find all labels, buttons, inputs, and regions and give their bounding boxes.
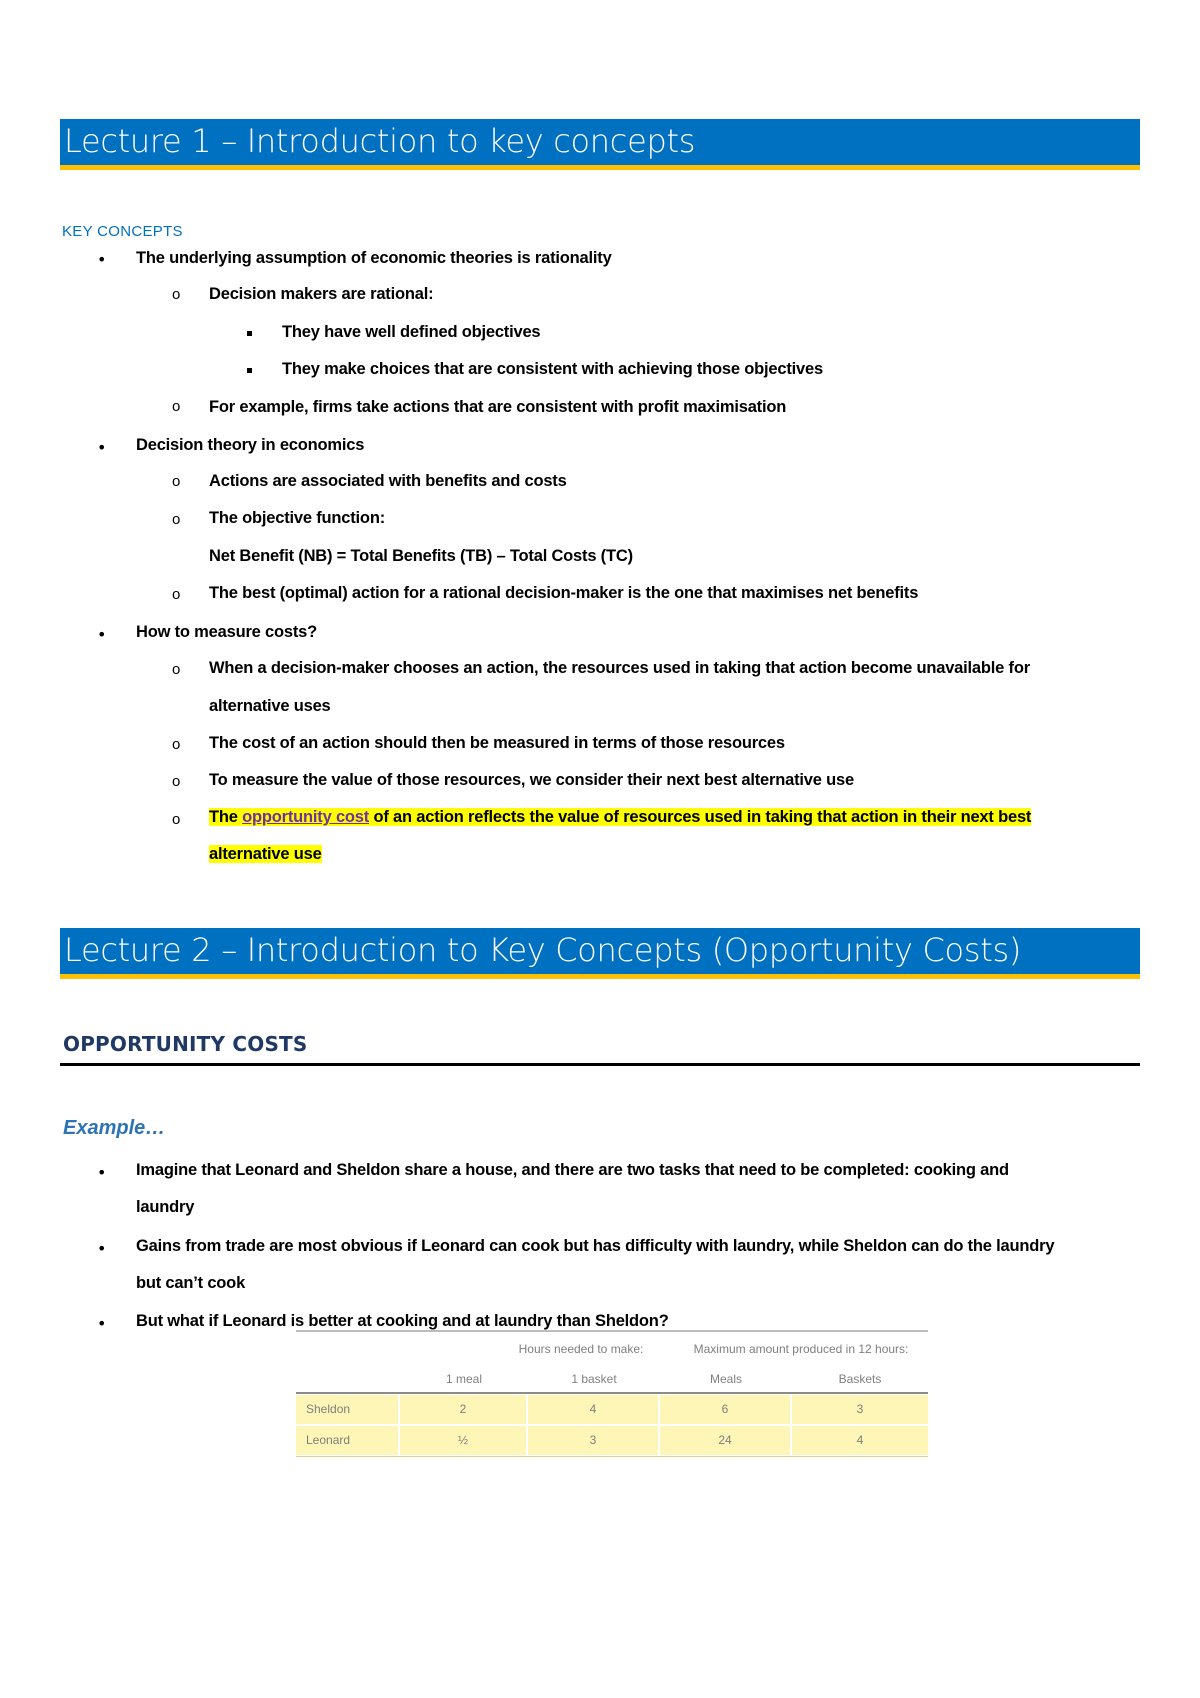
table-column-header: 1 meal [445,1372,483,1386]
lecture-2-title: Lecture 2 – Introduction to Key Concepts (Opportunity Costs) [64,931,1022,969]
list-item: When a decision-maker chooses an action, the resources used in taking that action become unavailable for [209,659,1030,677]
list-item-continuation: Net Benefit (NB) = Total Benefits (TB) – Total Costs (TC) [209,547,633,565]
example-heading: Example… [63,1117,166,1139]
lecture-1-title: Lecture 1 – Introduction to key concepts [64,122,696,160]
list-item: They make choices that are consistent with achieving those objectives [282,360,823,378]
table-top-rule [296,1330,928,1332]
table-cell: Leonard [296,1426,398,1455]
opportunity-costs-heading: OPPORTUNITY COSTS [63,1032,308,1056]
bullet-square-icon [247,331,252,336]
lecture-1-banner [60,119,1140,170]
table-cell: 4 [792,1426,928,1455]
highlight-prefix: The [209,808,243,826]
list-item: The best (optimal) action for a rational decision-maker is the one that maximises net benefits [209,584,919,602]
bullet-circle-icon: o [172,286,181,303]
table-cell: 6 [660,1395,790,1424]
list-item: Decision theory in economics [136,436,365,454]
bullet-disc-icon [97,1165,106,1181]
bullet-circle-icon: o [172,586,181,603]
list-item: But what if Leonard is better at cooking and at laundry than Sheldon? [136,1312,669,1330]
bullet-circle-icon: o [172,473,181,490]
highlight-text: of an action reflects the value of resources used in taking that action in their next best [369,808,1032,826]
list-item: They have well defined objectives [282,323,541,341]
bullet-square-icon [247,368,252,373]
list-item: How to measure costs? [136,623,318,641]
table-cell: 3 [528,1426,658,1455]
table-cell: Sheldon [296,1395,398,1424]
list-item-highlighted [209,808,1031,827]
bullet-disc-icon [97,1316,106,1332]
bullet-disc-icon [97,440,106,456]
list-item-continuation: alternative uses [209,697,331,715]
table-row [296,1426,928,1455]
list-item: Actions are associated with benefits and costs [209,472,567,490]
key-concepts-heading: KEY CONCEPTS [62,223,183,240]
bullet-circle-icon: o [172,661,181,678]
table-column-header: Meals [709,1372,742,1386]
list-item: For example, firms take actions that are consistent with profit maximisation [209,398,787,416]
list-item: The objective function: [209,509,385,527]
table-header-rule [296,1392,928,1394]
list-item: The cost of an action should then be measured in terms of those resources [209,734,785,752]
table-cell: 3 [792,1395,928,1424]
bullet-disc-icon [97,1241,106,1257]
table-cell: 4 [528,1395,658,1424]
table-row [296,1395,928,1424]
list-item: Imagine that Leonard and Sheldon share a house, and there are two tasks that need to be completed: cooking and [136,1161,1009,1179]
table-bottom-rule [296,1456,928,1457]
table-cell: ½ [400,1426,526,1455]
bullet-circle-icon: o [172,398,181,415]
list-item-continuation: but can’t cook [136,1274,246,1292]
table-group-header: Maximum amount produced in 12 hours: [693,1342,909,1356]
highlight-text: alternative use [209,845,322,863]
opportunity-cost-link[interactable]: opportunity cost [242,808,370,826]
list-item: To measure the value of those resources, we consider their next best alternative use [209,771,854,789]
list-item-continuation: laundry [136,1198,195,1216]
bullet-disc-icon [97,252,106,268]
table-group-header: Hours needed to make: [518,1342,644,1356]
bullet-circle-icon: o [172,736,181,753]
list-item: The underlying assumption of economic theories is rationality [136,249,612,267]
bullet-disc-icon [97,627,106,643]
bullet-circle-icon: o [172,773,181,790]
bullet-circle-icon: o [172,811,181,828]
list-item: Decision makers are rational: [209,285,434,303]
section-divider [60,1063,1140,1066]
lecture-2-banner [60,928,1140,979]
table-column-header: Baskets [838,1372,882,1386]
list-item-continuation [209,845,322,864]
table-cell: 24 [660,1426,790,1455]
table-column-header: 1 basket [571,1372,617,1386]
table-cell: 2 [400,1395,526,1424]
bullet-circle-icon: o [172,511,181,528]
list-item: Gains from trade are most obvious if Leonard can cook but has difficulty with laundry, while Sheldon can do the laundry [136,1237,1055,1255]
